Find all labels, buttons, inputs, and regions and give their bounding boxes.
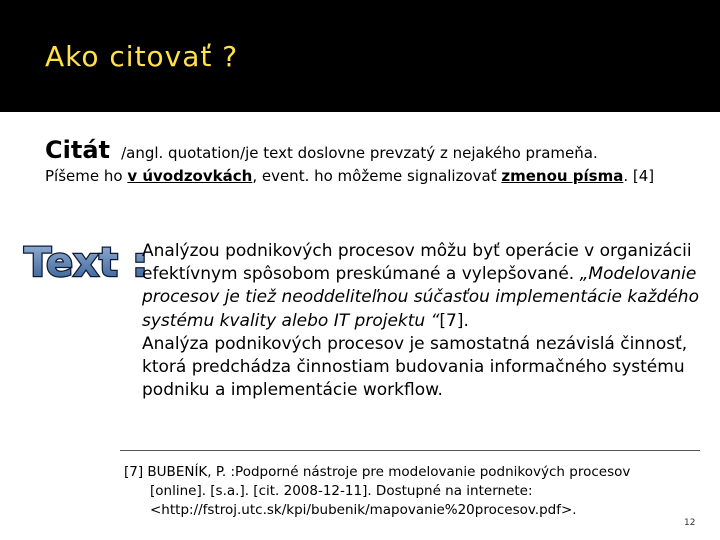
quote-block	[142, 240, 712, 402]
page-number: 12	[684, 518, 696, 528]
term-citat: Citát	[45, 136, 110, 164]
usage-underline-quotes: v úvodzovkách	[127, 167, 253, 185]
reference-line-3: <http://fstroj.utc.sk/kpi/bubenik/mapovanie%20procesov.pdf>.	[150, 502, 577, 518]
quote-italic: „Modelovanie procesov je tiež neoddeliteľnou súčasťou implementácie každého systému kvality alebo IT projektu “	[142, 264, 699, 331]
slide-title: Ako citovať ?	[45, 40, 239, 73]
definition-line	[45, 136, 598, 164]
text-wordart-logo	[22, 236, 148, 288]
usage-prefix: Píšeme ho	[45, 167, 128, 185]
logo-text: Text :	[24, 240, 148, 286]
quote-paragraph-2: Analýza podnikových procesov je samostatná nezávislá činnosť, ktorá predchádza činnostiam budovania informačného systému podniku a implementácie workflow.	[142, 333, 688, 401]
definition-text: /angl. quotation/je text doslovne prevzatý z nejakého prameňa.	[121, 144, 598, 162]
quote-citation: [7].	[439, 310, 469, 331]
usage-underline-font: zmenou písma	[501, 167, 624, 185]
title-bar	[0, 0, 720, 112]
text-wordart-icon	[22, 236, 148, 286]
usage-suffix: . [4]	[623, 167, 655, 185]
quote-paragraph-1	[142, 240, 712, 333]
quote-intro: Analýzou podnikových procesov môžu byť operácie v organizácii efektívnym spôsobom preskúmané a vylepšované.	[142, 241, 692, 285]
footnote-divider	[120, 450, 700, 451]
usage-middle: , event. ho môžeme signalizovať	[252, 167, 502, 185]
usage-line	[45, 167, 654, 185]
reference-line-1: [7] BUBENÍK, P. :Podporné nástroje pre modelovanie podnikových procesov	[124, 464, 631, 480]
reference-block	[124, 463, 694, 520]
reference-line-2: [online]. [s.a.]. [cit. 2008-12-11]. Dostupné na internete:	[150, 483, 533, 499]
